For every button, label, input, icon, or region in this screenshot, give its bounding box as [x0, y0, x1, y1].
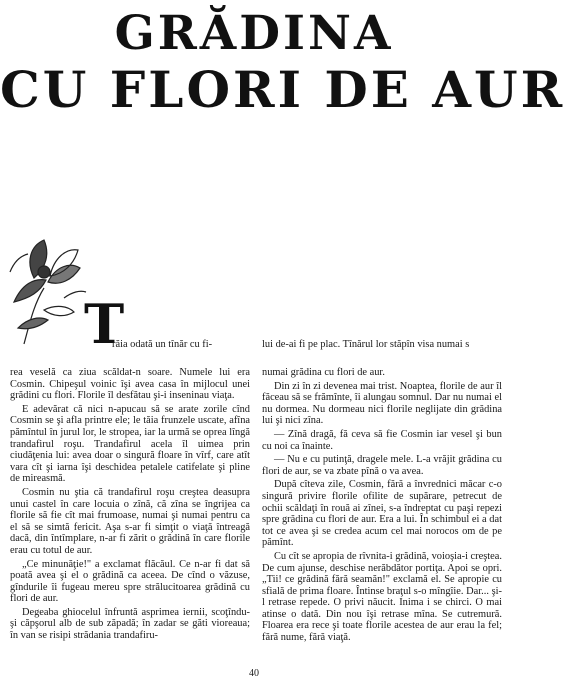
page-number: 40 [249, 668, 259, 679]
intro-right: lui de-ai fi pe plac. Tînărul lor stăpîn visa numai s [262, 339, 470, 350]
left-paragraph: „Ce minunăţie!" a exclamat flăcăul. Ce n-ar fi dat să poată avea şi el o grădină ca aceea. De cînd o văzuse, gîndurile îi fugeau mereu spre strălucitoarea grădină cu flori de aur. [10, 558, 250, 605]
right-paragraph: numai grădina cu flori de aur. [262, 367, 385, 378]
left-paragraph: Degeaba ghiocelul înfruntă asprimea iernii, scoţîndu-şi căpşorul alb de sub zăpadă; în zadar se găti vioreaua; în van se risipi strădania trandafiru- [10, 606, 250, 642]
flower-illustration [4, 232, 90, 348]
title-line-1: GRĂDINA [114, 6, 394, 61]
right-paragraph: Din zi în zi devenea mai trist. Noaptea, florile de aur îl făceau să se frămînte, îi alungau somnul. Dar nu numai el nu dormea. Nu dormeau nici florile neglijate din grădina lui şi nici zîna. [262, 380, 502, 427]
title-line-2: CU FLORI DE AUR [0, 60, 565, 119]
left-paragraph: E adevărat că nici n-apucau să se arate zorile cînd Cosmin se şi afla printre ele; le tăia frunzele uscate, afîna pămîntul în jurul lor, le stropea, iar la urmă se oprea lîngă trandafirul roşu. Trandafirul acela îl uimea prin ciudăţenia lui: avea doar o singură floare în vîrf, care atît vara cît şi iarna îşi deschidea petalele catifelate şi pline de mireasmă. [10, 403, 250, 485]
right-paragraph: — Nu e cu putinţă, dragele mele. L-a vrăjit grădina cu flori de aur, se va zbate pînă o va avea. [262, 454, 502, 477]
left-column [10, 367, 250, 644]
left-paragraph: rea veselă ca ziua scăldat-n soare. Numele lui era Cosmin. Chipeşul voinic îşi avea casa în mijlocul unei grădini cu flori. Florile îl desfătau şi-i inseninau viaţa. [10, 367, 250, 402]
intro-left: răia odată un tînăr cu fi- [112, 339, 213, 350]
left-paragraph: Cosmin nu ştia că trandafirul roşu creştea deasupra unui castel în care locuia o zînă, că zîna se îngrijea ca florile să fie cît mai frumoase, numai şi numai pentru ca el să se simtă fericit. Aşa s-ar fi simţit o viaţă întreagă dacă, din întîmplare, n-ar fi zărit o grădină în care florile erau cu totul de aur. [10, 486, 250, 556]
right-paragraph: Cu cît se apropia de rîvnita-i grădină, voioşia-i creştea. De cum ajunse, deschise nerăbdător portiţa. Apoi se opri. „Tii! ce grădină fără seamăn!" exclamă el. Se apropie cu sfială de prima floare. Întinse braţul s-o mîngîie. Dar... şi-l retrase repede. O privi năucit. Inima i se chirci. O mai atinse o dată. Din nou îşi retrase mîna. Se cutremură. Floarea era rece şi toate florile acestea de aur erau la fel; fără nume, fără viaţă. [262, 550, 502, 644]
right-paragraph: — Zînă dragă, fă ceva să fie Cosmin iar vesel şi bun cu noi ca înainte. [262, 428, 502, 452]
drop-cap: T [84, 292, 125, 356]
right-column [262, 367, 502, 646]
right-paragraph: După cîteva zile, Cosmin, fără a învrednici măcar c-o singură privire florile ofilite de supărare, petrecut de ochii scăldaţi în rouă ai zînei, s-a îndreptat cu paşi repezi spre grădina cu flori de aur. Era a lui. În schimbul ei a dat tot ce avea şi se credea acum cel mai norocos om de pe pămînt. [262, 479, 502, 549]
